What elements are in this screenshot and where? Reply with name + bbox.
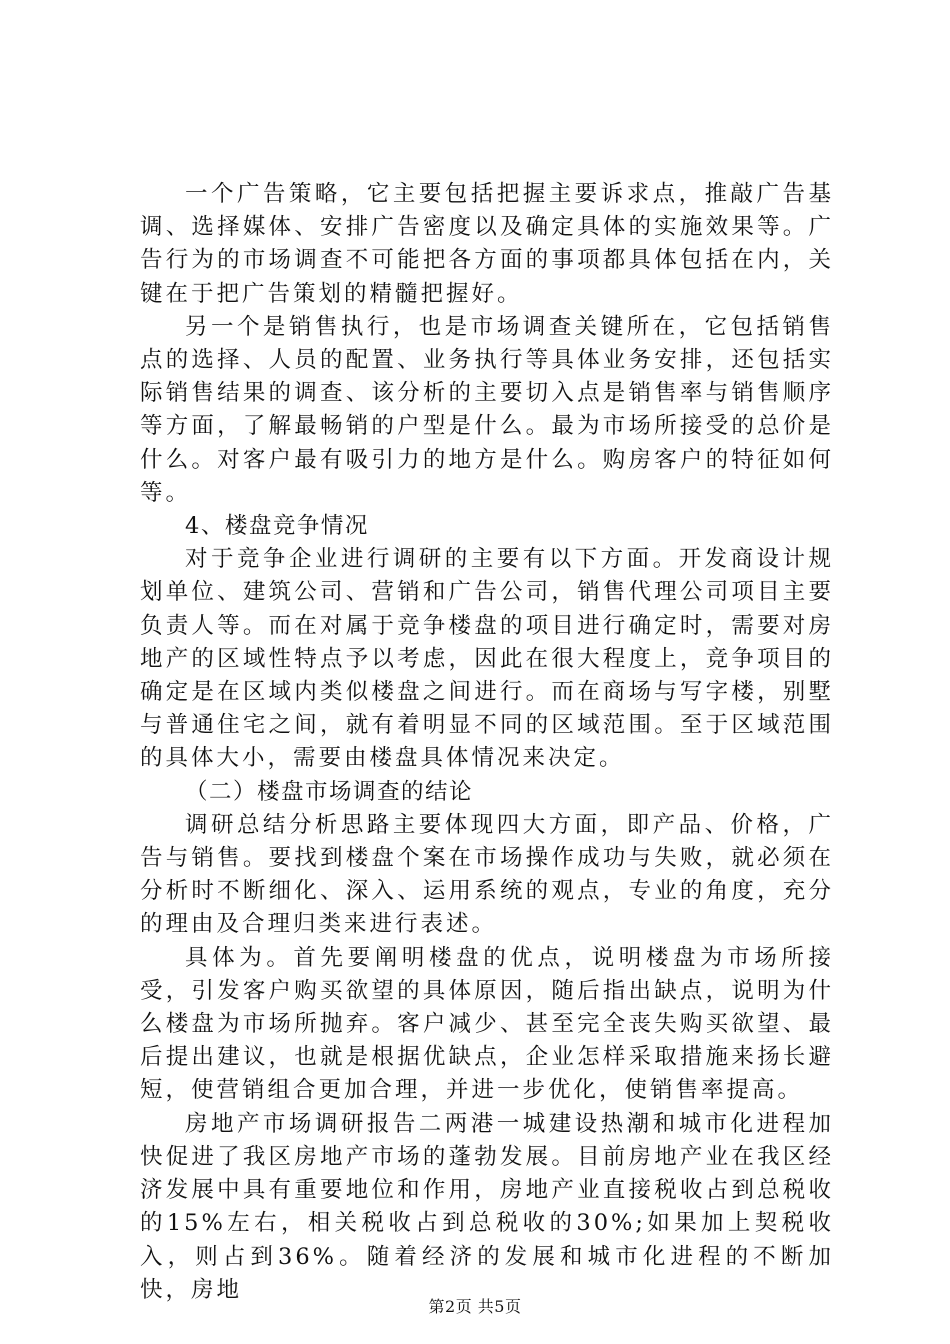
- document-body: [140, 178, 834, 1307]
- paragraph-analysis-approach: 调研总结分析思路主要体现四大方面，即产品、价格，广告与销售。要找到楼盘个案在市场操作成功与失败，就必须在分析时不断细化、深入、运用系统的观点，专业的角度，充分的理由及合理归类来进行表述。: [140, 811, 834, 938]
- paragraph-competitor-research: 对于竞争企业进行调研的主要有以下方面。开发商设计规划单位、建筑公司、营销和广告公司，销售代理公司项目主要负责人等。而在对属于竞争楼盘的项目进行确定时，需要对房地产的区域性特点予以考虑，因此在很大程度上，竞争项目的确定是在区域内类似楼盘之间进行。而在商场与写字楼，别墅与普通住宅之间，就有着明显不同的区域范围。至于区域范围的具体大小，需要由楼盘具体情况来决定。: [140, 546, 834, 772]
- section-heading-conclusion: （二）楼盘市场调查的结论: [185, 778, 474, 805]
- section-heading-competition: 4、楼盘竞争情况: [185, 513, 369, 540]
- paragraph-report-two: 房地产市场调研报告二两港一城建设热潮和城市化进程加快促进了我区房地产市场的蓬勃发展。目前房地产业在我区经济发展中具有重要地位和作用，房地产业直接税收占到总税收的15%左右，相关税收占到总税收的30%;如果加上契税收入，则占到36%。随着经济的发展和城市化进程的不断加快，房地: [140, 1110, 834, 1303]
- paragraph-advertising-strategy: 一个广告策略，它主要包括把握主要诉求点，推敲广告基调、选择媒体、安排广告密度以及确定具体的实施效果等。广告行为的市场调查不可能把各方面的事项都具体包括在内，关键在于把广告策划的精髓把握好。: [140, 181, 834, 307]
- page-footer: 第2页 共5页: [428, 1297, 522, 1316]
- paragraph-sales-execution: 另一个是销售执行，也是市场调查关键所在，它包括销售点的选择、人员的配置、业务执行等具体业务安排，还包括实际销售结果的调查、该分析的主要切入点是销售率与销售顺序等方面，了解最畅销的户型是什么。最为市场所接受的总价是什么。对客户最有吸引力的地方是什么。购房客户的特征如何等。: [140, 313, 834, 506]
- paragraph-specifics: 具体为。首先要阐明楼盘的优点，说明楼盘为市场所接受，引发客户购买欲望的具体原因，随后指出缺点，说明为什么楼盘为市场所抛弃。客户减少、甚至完全丧失购买欲望、最后提出建议，也就是根据优缺点，企业怎样采取措施来扬长避短，使营销组合更加合理，并进一步优化，使销售率提高。: [140, 944, 834, 1104]
